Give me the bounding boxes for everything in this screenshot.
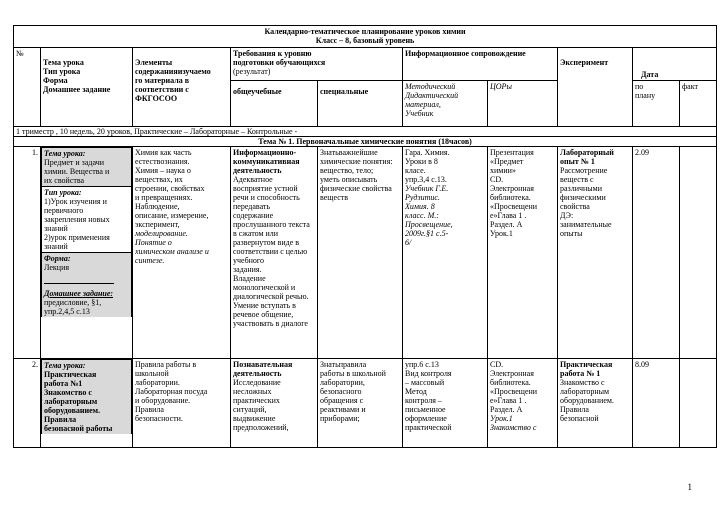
num-label: № xyxy=(16,49,24,58)
cor-cell xyxy=(488,147,558,359)
topic-label: Тема урока: xyxy=(44,149,86,158)
type-line: 1)Урок изучения и xyxy=(44,197,107,206)
special-line: лаборатории, xyxy=(320,378,365,387)
elements-line: эксперимент, xyxy=(135,220,180,229)
elements-line: Химия как часть xyxy=(135,148,192,157)
topic-label: Тема урока: xyxy=(44,361,86,370)
header-req-l2: подготовки обучающихся xyxy=(233,58,326,67)
elements-line: химическом анализе и xyxy=(135,247,209,256)
general-line: предположений, xyxy=(233,423,289,432)
experiment-cell xyxy=(558,359,633,448)
general-line: Адекватное xyxy=(233,175,273,184)
title-line-1: Календарно-тематическое планирование уроков химии xyxy=(264,27,466,36)
header-plan-l1: по xyxy=(635,82,644,91)
type-line: 2)урок применения xyxy=(44,233,110,242)
header-general-label: общеучебные xyxy=(233,87,282,96)
homework-line: упр.2,4,5 с.13 xyxy=(44,307,90,316)
experiment-cell xyxy=(558,147,633,359)
experiment-line: ДЭ: xyxy=(560,211,574,220)
header-plan-l2: плану xyxy=(635,91,656,100)
header-method xyxy=(403,81,488,127)
topic-cell xyxy=(41,359,133,448)
form-value: Лекция xyxy=(44,263,70,272)
special-line: Знатьправила xyxy=(320,360,367,369)
cor-cell xyxy=(488,359,558,448)
column-header-row xyxy=(14,48,717,81)
general-line: участвовать в диалоге xyxy=(233,319,308,328)
header-fact xyxy=(680,81,717,127)
header-plan xyxy=(633,81,680,127)
method-cell xyxy=(403,359,488,448)
type-line: закрепления новых xyxy=(44,215,110,224)
general-line: выдвижение xyxy=(233,414,276,423)
elements-line: веществах, их xyxy=(135,175,183,184)
general-line: диалогической речью. xyxy=(233,292,309,301)
header-method-l2: Дидактический xyxy=(405,91,459,100)
row-number: 1. xyxy=(14,147,41,359)
elements-line: лаборатории. xyxy=(135,378,180,387)
elements-line: описание, измерение, xyxy=(135,211,209,220)
elements-cell xyxy=(133,147,231,359)
theme-row xyxy=(14,137,717,147)
document-title xyxy=(14,26,717,48)
general-head: Информационно- xyxy=(233,148,297,157)
special-line: безопасного xyxy=(320,387,362,396)
experiment-line: безопасной xyxy=(560,414,599,423)
cor-line: Знакомство с xyxy=(490,423,537,432)
special-line: веществ xyxy=(320,193,349,202)
header-elements-l1: Элементы xyxy=(135,58,173,67)
cor-line: Урок.1 xyxy=(490,229,513,238)
special-line: реактивами и xyxy=(320,405,366,414)
method-line: Вид контроля xyxy=(405,369,452,378)
plan-table xyxy=(13,25,717,448)
method-line: – массовый xyxy=(405,378,445,387)
blank-line xyxy=(44,277,114,284)
method-line: практической xyxy=(405,423,452,432)
cor-line: е»Глава 1 . xyxy=(490,211,527,220)
special-skills-cell xyxy=(318,147,403,359)
method-line: Учебник Г.Е. xyxy=(405,184,449,193)
general-line: монологической и xyxy=(233,283,296,292)
header-date-label: Дата xyxy=(641,70,659,79)
elements-line: Наблюдение, xyxy=(135,202,180,211)
experiment-line: оборудованием. xyxy=(560,396,614,405)
method-line: оформление xyxy=(405,414,447,423)
type-block xyxy=(42,187,132,253)
header-fact-label: факт xyxy=(682,82,699,91)
cor-line: «Просвещени xyxy=(490,387,538,396)
cor-line: «Просвещени xyxy=(490,202,538,211)
header-topic xyxy=(41,48,133,127)
general-line: содержание xyxy=(233,211,274,220)
type-line: знаний xyxy=(44,224,68,233)
topic-line: лабораторным xyxy=(44,397,98,406)
header-method-l4: Учебник xyxy=(405,109,434,118)
header-req-l1: Требования к уровню xyxy=(233,49,312,58)
elements-line: и оборудование. xyxy=(135,396,191,405)
general-line: речи и способность xyxy=(233,193,300,202)
method-line: Метод xyxy=(405,387,427,396)
method-line: упр.6 с.13 xyxy=(405,360,439,369)
header-info xyxy=(403,48,558,81)
header-elements xyxy=(133,48,231,127)
header-cor xyxy=(488,81,558,127)
topic-line: Правила xyxy=(44,415,77,424)
header-req-l3: (результат) xyxy=(233,67,271,76)
experiment-line: веществ с xyxy=(560,175,594,184)
header-elements-l5: ФКГОСОО xyxy=(135,94,178,103)
general-line: Исследование xyxy=(233,378,281,387)
cor-line: Электронная xyxy=(490,184,534,193)
special-line: Знатьважнейшие xyxy=(320,148,378,157)
elements-line: Лабораторная посуда xyxy=(135,387,208,396)
header-method-l3: материал, xyxy=(405,100,441,109)
topic-cell xyxy=(41,147,133,359)
title-row xyxy=(14,26,717,48)
general-head: Познавательная xyxy=(233,360,293,369)
header-topic-l2: Тип урока xyxy=(43,67,81,76)
special-line: приборами; xyxy=(320,414,360,423)
method-line: Гара. Химия. xyxy=(405,148,450,157)
experiment-head: опыт № 1 xyxy=(560,157,595,166)
type-line: знаний xyxy=(44,242,68,251)
special-line: работы в школьной xyxy=(320,369,386,378)
topic-line: Предмет и задачи xyxy=(44,158,104,167)
general-line: в сжатом или xyxy=(233,229,279,238)
method-line: Уроки в 8 xyxy=(405,157,438,166)
experiment-head: Практическая xyxy=(560,360,613,369)
elements-line: Правила xyxy=(135,405,164,414)
special-line: химические понятия: xyxy=(320,157,393,166)
plan-date-cell: 8.09 xyxy=(633,359,680,448)
topic-line: оборудованием. xyxy=(44,406,101,415)
elements-line: безопасности. xyxy=(135,414,183,423)
fact-date-cell xyxy=(680,147,717,359)
special-line: вещество, тело; xyxy=(320,166,374,175)
plan-date-cell: 2.09 xyxy=(633,147,680,359)
experiment-line: занимательные xyxy=(560,220,612,229)
general-skills-cell xyxy=(231,359,318,448)
general-line: Владение xyxy=(233,274,266,283)
fact-date-cell xyxy=(680,359,717,448)
method-line: Просвещение, xyxy=(405,220,453,229)
method-line: 2009г.§1 с.5- xyxy=(405,229,449,238)
experiment-line: лабораторным xyxy=(560,387,610,396)
header-experiment-label: Эксперимент xyxy=(560,58,609,67)
topic-block xyxy=(42,148,132,187)
method-line: упр.3,4 с.13. xyxy=(405,175,447,184)
header-elements-l3: го материала в xyxy=(135,76,190,85)
row-number: 2. xyxy=(14,359,41,448)
topic-line: их свойства xyxy=(44,176,85,185)
header-date xyxy=(633,48,717,81)
elements-line: Химия – наука о xyxy=(135,166,191,175)
homework-label: Домашнее задание: xyxy=(44,289,114,298)
general-head: деятельность xyxy=(233,369,282,378)
method-line: 6/ xyxy=(405,238,412,247)
topic-line: Знакомство с xyxy=(44,388,92,397)
experiment-line: Правила xyxy=(560,405,589,414)
general-line: соответствии с целью xyxy=(233,247,308,256)
general-head: коммуникативная xyxy=(233,157,300,166)
general-skills-cell xyxy=(231,147,318,359)
topic-block xyxy=(42,360,132,435)
method-line: Рудзитис. xyxy=(405,193,440,202)
title-line-2: Класс – 8, базовый уровень xyxy=(315,36,415,45)
experiment-line: различными xyxy=(560,184,603,193)
cor-line: Презентация xyxy=(490,148,534,157)
experiment-line: физическими xyxy=(560,193,606,202)
special-line: обращения с xyxy=(320,396,364,405)
page-number: 1 xyxy=(687,482,692,492)
header-elements-l2: содержанияизучаемо xyxy=(135,67,211,76)
topic-line: Практическая xyxy=(44,370,97,379)
experiment-line: Знакомство с xyxy=(560,378,605,387)
general-line: Умение вступать в xyxy=(233,301,296,310)
experiment-head: работа № 1 xyxy=(560,369,601,378)
cor-line: Урок.1 xyxy=(490,414,513,423)
general-line: практических xyxy=(233,396,280,405)
general-line: задания. xyxy=(233,265,262,274)
header-topic-l3: Форма xyxy=(43,76,68,85)
general-line: речевое общение, xyxy=(233,310,294,319)
general-line: ситуаций, xyxy=(233,405,267,414)
cor-line: химии» xyxy=(490,166,516,175)
elements-line: синтезе. xyxy=(135,256,165,265)
homework-line: предисловие, §1, xyxy=(44,298,102,307)
elements-line: школьной xyxy=(135,369,169,378)
method-line: класс. М.: xyxy=(405,211,439,220)
general-line: восприятие устной xyxy=(233,184,298,193)
header-experiment xyxy=(558,48,633,127)
header-cor-label: ЦОРы xyxy=(490,82,512,91)
cor-line: Раздел. А xyxy=(490,220,523,229)
method-line: контроля – xyxy=(405,396,442,405)
cor-line: CD. xyxy=(490,360,504,369)
header-method-l1: Методический xyxy=(405,82,456,91)
experiment-line: опыты xyxy=(560,229,583,238)
elements-line: естествознания. xyxy=(135,157,190,166)
general-line: прослушанного текста xyxy=(233,220,310,229)
form-block xyxy=(42,253,132,318)
cor-line: библиотека. xyxy=(490,378,531,387)
trimester-text: 1 триместр , 10 недель, 20 уроков, Практические – Лабораторные – Контрольные - xyxy=(14,127,717,137)
topic-line: безопасной работы xyxy=(44,424,113,433)
cor-line: Раздел. А xyxy=(490,405,523,414)
cor-line: Электронная xyxy=(490,369,534,378)
special-line: уметь описывать xyxy=(320,175,378,184)
cor-line: е»Глава 1 . xyxy=(490,396,527,405)
general-line: несложных xyxy=(233,387,272,396)
header-elements-l4: соответствии с xyxy=(135,85,189,94)
cor-line: библиотека. xyxy=(490,193,531,202)
method-line: Химия. 8 xyxy=(405,202,435,211)
elements-line: и превращениях. xyxy=(135,193,193,202)
experiment-line: свойства xyxy=(560,202,590,211)
method-line: класе. xyxy=(405,166,426,175)
elements-line: Правила работы в xyxy=(135,360,197,369)
elements-line: строении, свойствах xyxy=(135,184,205,193)
topic-line: работа №1 xyxy=(44,379,83,388)
header-general xyxy=(231,81,318,127)
header-topic-l1: Тема урока xyxy=(43,58,84,67)
header-num xyxy=(14,48,41,127)
elements-line: моделирование. xyxy=(135,229,188,238)
special-skills-cell xyxy=(318,359,403,448)
elements-line: Понятие о xyxy=(135,238,172,247)
form-label: Форма: xyxy=(44,254,71,263)
header-topic-l4: Домашнее задание xyxy=(43,85,111,94)
theme-title: Тема № 1. Первоначальные химические понятия (18часов) xyxy=(14,137,717,147)
general-line: передавать xyxy=(233,202,271,211)
experiment-head: Лабораторный xyxy=(560,148,614,157)
header-info-label: Информационное сопровождение xyxy=(405,49,526,58)
table-row xyxy=(14,359,717,448)
type-label: Тип урока: xyxy=(44,188,82,197)
table-row xyxy=(14,147,717,359)
topic-line: химии. Вещества и xyxy=(44,167,110,176)
method-cell xyxy=(403,147,488,359)
special-line: физические свойства xyxy=(320,184,392,193)
header-special-label: специальные xyxy=(320,87,369,96)
general-head: деятельность xyxy=(233,166,282,175)
header-requirements xyxy=(231,48,403,81)
experiment-line: Рассмотрение xyxy=(560,166,608,175)
cor-line: CD. xyxy=(490,175,504,184)
general-line: развернутом виде в xyxy=(233,238,300,247)
trimester-row xyxy=(14,127,717,137)
general-line: учебного xyxy=(233,256,265,265)
cor-line: «Предмет xyxy=(490,157,524,166)
type-line: первичного xyxy=(44,206,84,215)
method-line: письменное xyxy=(405,405,446,414)
elements-cell xyxy=(133,359,231,448)
header-special xyxy=(318,81,403,127)
